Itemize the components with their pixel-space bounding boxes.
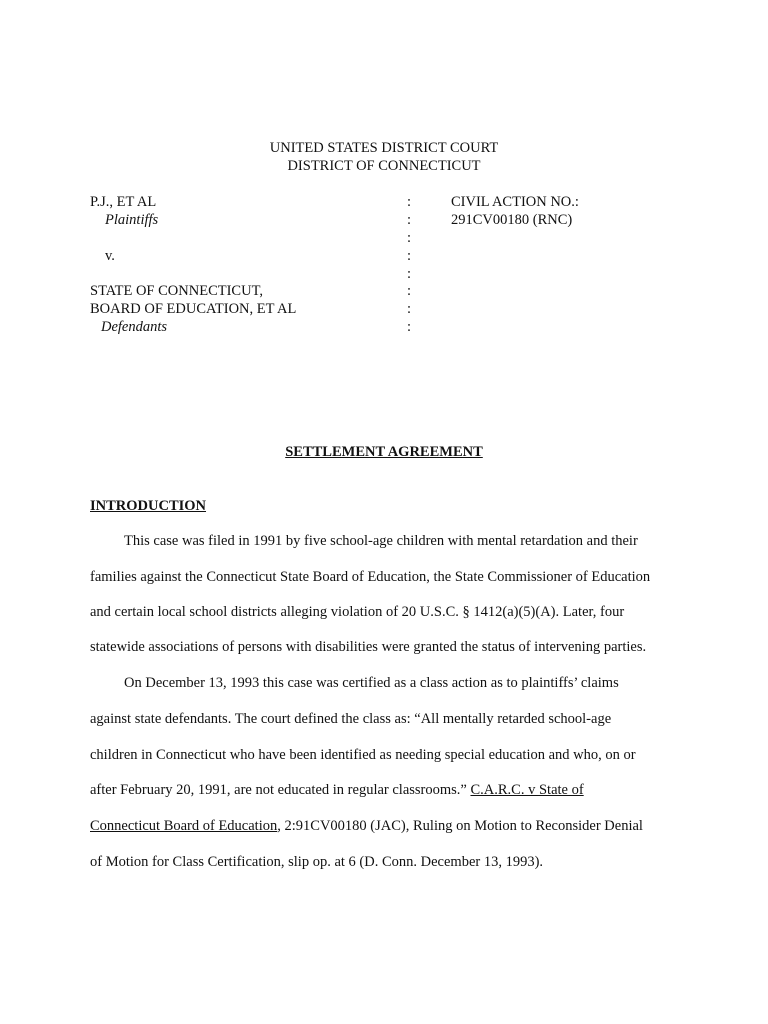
court-header	[0, 139, 768, 175]
court-district: DISTRICT OF CONNECTICUT	[287, 158, 481, 174]
caption-separator: :	[407, 266, 412, 282]
paragraph-line: statewide associations of persons with disabilities were granted the status of intervening parties.	[90, 639, 647, 655]
court-name: UNITED STATES DISTRICT COURT	[269, 140, 499, 156]
caption-separator: :	[407, 319, 412, 335]
caption-separator: :	[407, 212, 412, 228]
case-citation: Connecticut Board of Education	[90, 818, 278, 834]
caption-separator: :	[407, 283, 412, 299]
case-citation: C.A.R.C. v State of	[470, 782, 584, 798]
versus-label: v.	[105, 248, 115, 264]
defendant-role: Defendants	[101, 319, 168, 335]
caption-separator: :	[407, 301, 412, 317]
paragraph-line	[90, 781, 584, 799]
paragraph-line	[90, 817, 643, 835]
defendant-name-line1: STATE OF CONNECTICUT,	[90, 283, 263, 299]
document-title: SETTLEMENT AGREEMENT	[285, 444, 483, 460]
paragraph-text: , 2:91CV00180 (JAC), Ruling on Motion to Reconsider Denial	[277, 818, 643, 834]
paragraph-line: This case was filed in 1991 by five school-age children with mental retardation and their	[124, 533, 638, 549]
caption-separator: :	[407, 248, 412, 264]
paragraph-text: after February 20, 1991, are not educated in regular classrooms.”	[90, 782, 471, 798]
paragraph-line: children in Connecticut who have been identified as needing special education and who, on or	[90, 747, 636, 763]
paragraph-line: families against the Connecticut State Board of Education, the State Commissioner of Education	[90, 569, 651, 585]
case-caption	[90, 193, 710, 343]
section-heading-introduction: INTRODUCTION	[90, 498, 207, 514]
defendant-name-line2: BOARD OF EDUCATION, ET AL	[90, 301, 297, 317]
caption-separator: :	[407, 194, 412, 210]
civil-action-label: CIVIL ACTION NO.:	[451, 194, 579, 210]
plaintiff-name: P.J., ET AL	[90, 194, 157, 210]
plaintiff-role: Plaintiffs	[105, 212, 159, 228]
paragraph-line: of Motion for Class Certification, slip op. at 6 (D. Conn. December 13, 1993).	[90, 854, 544, 870]
paragraph-line: and certain local school districts alleging violation of 20 U.S.C. § 1412(a)(5)(A). Later, four	[90, 604, 625, 620]
paragraph-line: against state defendants. The court defined the class as: “All mentally retarded school-age	[90, 711, 612, 727]
caption-separator: :	[407, 230, 412, 246]
paragraph-line: On December 13, 1993 this case was certified as a class action as to plaintiffs’ claims	[124, 675, 619, 691]
civil-action-number: 291CV00180 (RNC)	[451, 212, 573, 228]
